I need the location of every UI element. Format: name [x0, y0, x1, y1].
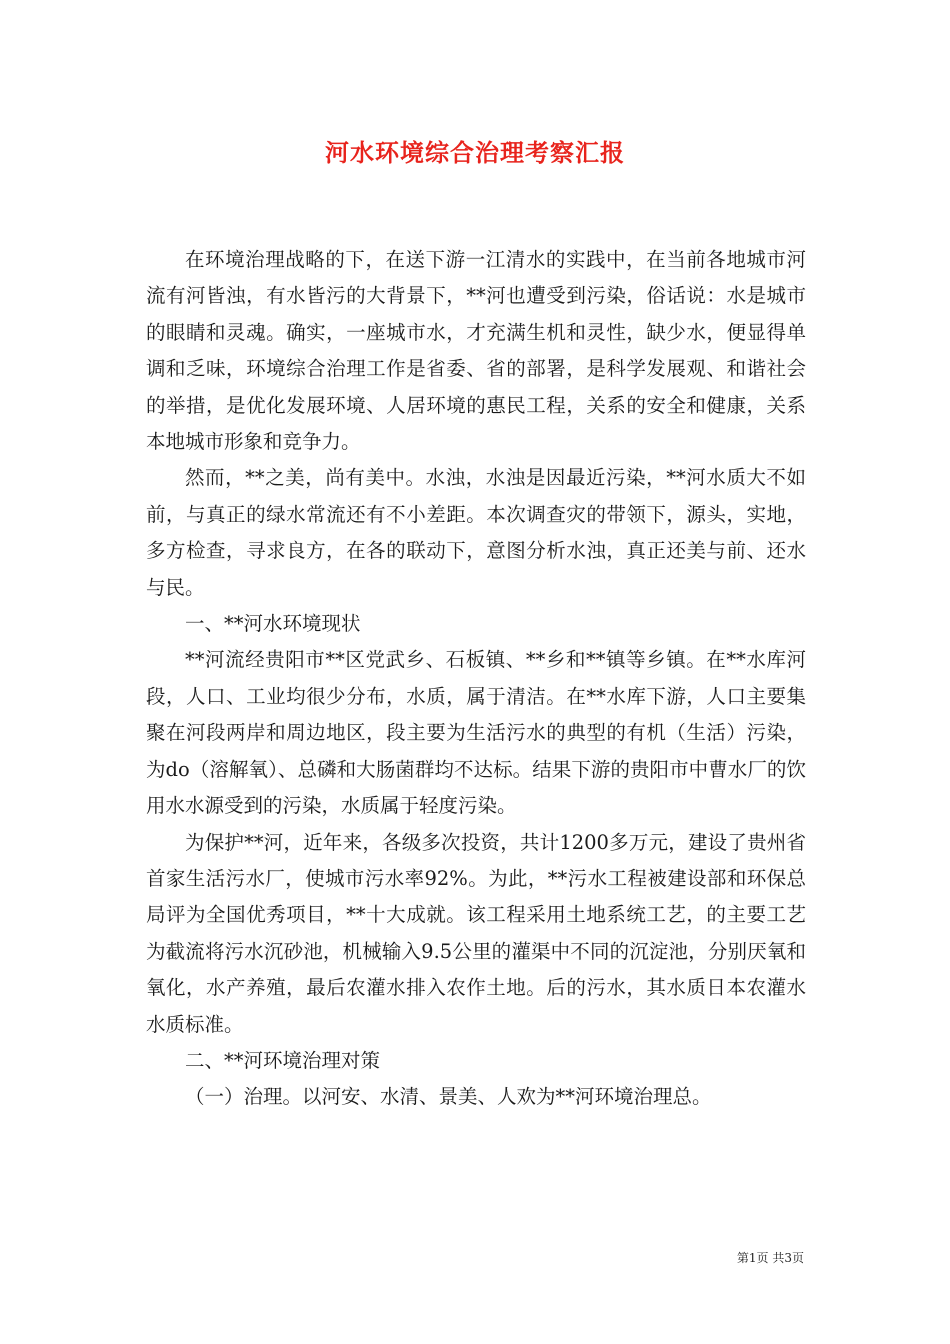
paragraph-intro: 在环境治理战略的下，在送下游一江清水的实践中，在当前各地城市河流有河皆浊，有水皆污的大背景下，**河也遭受到污染，俗话说：水是城市的眼睛和灵魂。确实，一座城市水，才充满生机和灵性，缺少水，便显得单调和乏味，环境综合治理工作是省委、省的部署，是科学发展观、和谐社会的举措，是优化发展环境、人居环境的惠民工程，关系的安全和健康，关系本地城市形象和竞争力。 [146, 248, 806, 454]
paragraph-governance: （一）治理。以河安、水清、景美、人欢为**河环境治理总。 [185, 1085, 712, 1109]
page-number-footer [737, 1249, 804, 1266]
footer-label-pre: 第 [736, 1251, 749, 1265]
document-body [146, 242, 806, 1116]
footer-current-page: 1 [748, 1251, 757, 1265]
footer-total-pages: 3 [784, 1251, 792, 1265]
paragraph-river-status: **河流经贵阳市**区党武乡、石板镇、**乡和**镇等乡镇。在**水库河段，人口、工业均很少分布，水质，属于清洁。在**水库下游，人口主要集聚在河段两岸和周边地区，段主要为生活污水的典型的有机（生活）污染，为do（溶解氧）、总磷和大肠菌群均不达标。结果下游的贵阳市中曹水厂的饮用水水源受到的污染，水质属于轻度污染。 [146, 648, 806, 818]
footer-label-mid: 页 共 [756, 1251, 785, 1265]
section-heading-countermeasures: 二、**河环境治理对策 [185, 1048, 381, 1072]
document-title: 河水环境综合治理考察汇报 [325, 138, 625, 167]
paragraph-however: 然而，**之美，尚有美中。水浊，水浊是因最近污染，**河水质大不如前，与真正的绿水常流还有不小差距。本次调查灾的带领下，源头，实地，多方检查，寻求良方，在各的联动下，意图分析水浊，真正还美与前、还水与民。 [146, 466, 806, 599]
footer-label-post: 页 [791, 1251, 804, 1265]
paragraph-protection-investment: 为保护**河，近年来，各级多次投资，共计1200多万元，建设了贵州省首家生活污水厂，使城市污水率92%。为此，**污水工程被建设部和环保总局评为全国优秀项目，**十大成就。该工程采用土地系统工艺，的主要工艺为截流将污水沉砂池，机械输入9.5公里的灌渠中不同的沉淀池，分别厌氧和氧化，水产养殖，最后农灌水排入农作土地。后的污水，其水质日本农灌水水质标准。 [146, 830, 806, 1036]
section-heading-current-status: 一、**河水环境现状 [185, 612, 361, 636]
